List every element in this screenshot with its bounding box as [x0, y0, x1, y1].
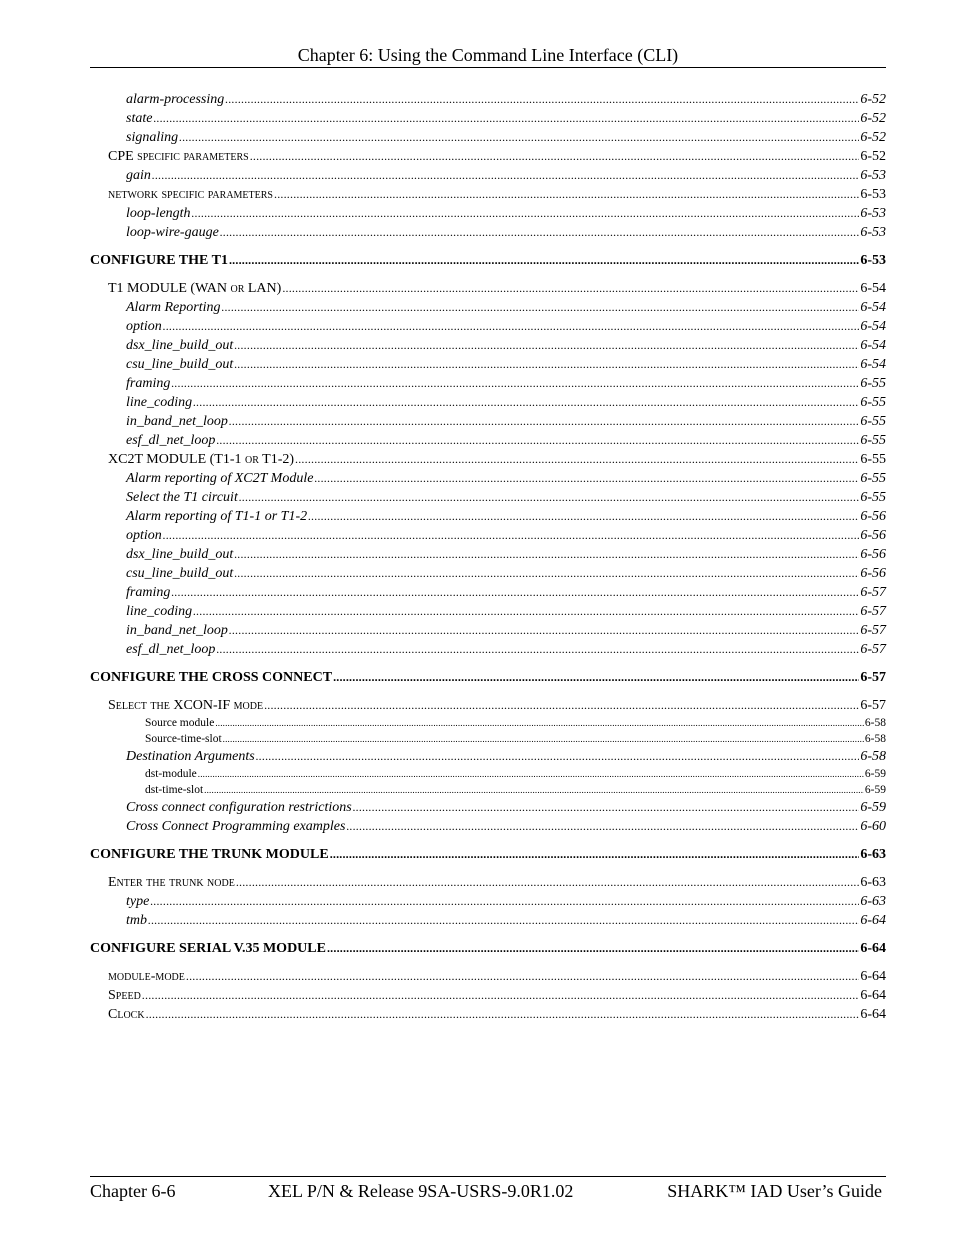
toc-entry-label: type [126, 894, 150, 909]
toc-entry[interactable] [90, 940, 886, 957]
toc-entry-label: framing [126, 376, 171, 391]
toc-entry[interactable] [90, 911, 886, 930]
toc-entry-page-number: 6-58 [864, 717, 886, 729]
toc-entry[interactable] [90, 147, 886, 166]
toc-entry-page-number: 6-57 [860, 670, 886, 685]
toc-entry-label: Speed [108, 988, 141, 1003]
toc-entry-label: line_coding [126, 395, 193, 410]
dot-leader [250, 147, 860, 166]
dot-leader [222, 298, 860, 317]
toc-entry[interactable] [90, 669, 886, 686]
dot-leader [234, 564, 859, 583]
dot-leader [346, 817, 859, 836]
toc-entry[interactable] [90, 185, 886, 204]
toc-entry-page-number: 6-58 [864, 733, 886, 745]
footer-guide-title: SHARK™ IAD User’s Guide [667, 1181, 882, 1201]
dot-leader [152, 166, 859, 185]
toc-entry[interactable] [90, 128, 886, 147]
toc-entry-page-number: 6-59 [864, 784, 886, 796]
toc-entry[interactable] [90, 252, 886, 269]
toc-entry-label: Source-time-slot [145, 733, 222, 745]
toc-entry-page-number: 6-55 [860, 471, 886, 486]
toc-entry-label: CPE specific parameters [108, 149, 249, 164]
toc-entry[interactable] [90, 166, 886, 185]
toc-entry[interactable] [90, 696, 886, 715]
toc-entry-page-number: 6-53 [860, 187, 886, 202]
toc-entry-label: CONFIGURE SERIAL V.35 MODULE [90, 941, 326, 956]
dot-leader [295, 450, 859, 469]
toc-entry-label: Alarm Reporting [126, 300, 221, 315]
toc-entry-page-number: 6-54 [860, 338, 886, 353]
dot-leader [198, 766, 864, 782]
toc-entry[interactable] [90, 967, 886, 986]
toc-entry-page-number: 6-64 [860, 988, 886, 1003]
toc-entry-label: signaling [126, 130, 179, 145]
toc-entry-page-number: 6-56 [860, 566, 886, 581]
toc-entry-page-number: 6-55 [860, 395, 886, 410]
toc-entry-page-number: 6-56 [860, 528, 886, 543]
toc-entry-label: Cross connect configuration restrictions [126, 800, 352, 815]
toc-entry-page-number: 6-52 [860, 92, 886, 107]
dot-leader [204, 782, 864, 798]
toc-entry[interactable] [90, 469, 886, 488]
dot-leader [146, 1005, 860, 1024]
toc-entry-label: Enter the trunk node [108, 875, 235, 890]
toc-entry-label: loop-length [126, 206, 191, 221]
toc-entry-page-number: 6-57 [860, 623, 886, 638]
toc-entry-page-number: 6-53 [860, 168, 886, 183]
toc-entry-page-number: 6-57 [860, 604, 886, 619]
toc-entry-label: Cross Connect Programming examples [126, 819, 346, 834]
toc-entry[interactable] [90, 412, 886, 431]
dot-leader [215, 715, 864, 731]
toc-entry-page-number: 6-64 [860, 913, 886, 928]
toc-entry-page-number: 6-54 [860, 357, 886, 372]
toc-entry-label: state [126, 111, 153, 126]
toc-entry[interactable] [90, 90, 886, 109]
toc-entry-page-number: 6-53 [860, 225, 886, 240]
toc-entry-page-number: 6-53 [860, 253, 886, 268]
footer-rule [90, 1176, 886, 1177]
toc-entry[interactable] [90, 817, 886, 836]
dot-leader [282, 279, 859, 298]
toc-entry-page-number: 6-52 [860, 111, 886, 126]
toc-entry[interactable] [90, 488, 886, 507]
toc-entry-label: Alarm reporting of T1-1 or T1-2 [126, 509, 308, 524]
toc-entry-page-number: 6-64 [860, 941, 886, 956]
toc-entry-label: gain [126, 168, 151, 183]
toc-entry-label: Select the T1 circuit [126, 490, 238, 505]
toc-entry[interactable] [90, 298, 886, 317]
toc-entry-label: Clock [108, 1007, 145, 1022]
toc-entry[interactable] [90, 621, 886, 640]
toc-entry-page-number: 6-55 [860, 452, 886, 467]
dot-leader [193, 602, 859, 621]
toc-entry-label: XC2T MODULE (T1-1 or T1-2) [108, 452, 295, 467]
toc-entry-label: T1 MODULE (WAN or LAN) [108, 281, 282, 296]
dot-leader [239, 488, 859, 507]
dot-leader [274, 185, 859, 204]
dot-leader [142, 986, 860, 1005]
toc-entry[interactable] [90, 873, 886, 892]
dot-leader [163, 526, 860, 545]
dot-leader [236, 873, 860, 892]
toc-entry-page-number: 6-54 [860, 319, 886, 334]
footer-release: XEL P/N & Release 9SA-USRS-9.0R1.02 [268, 1181, 574, 1201]
toc-entry-page-number: 6-52 [860, 130, 886, 145]
toc-entry[interactable] [90, 766, 886, 782]
page-footer [90, 1180, 886, 1202]
toc-entry-label: csu_line_build_out [126, 566, 234, 581]
toc-entry-label: esf_dl_net_loop [126, 433, 216, 448]
toc-entry-label: module-mode [108, 969, 185, 984]
toc-entry-label: csu_line_build_out [126, 357, 234, 372]
toc-entry-page-number: 6-60 [860, 819, 886, 834]
toc-entry-label: CONFIGURE THE CROSS CONNECT [90, 670, 333, 685]
dot-leader [192, 204, 860, 223]
toc-entry[interactable] [90, 747, 886, 766]
toc-entry-page-number: 6-52 [860, 149, 886, 164]
footer-chapter-page: Chapter 6-6 [90, 1181, 176, 1201]
toc-entry-page-number: 6-55 [860, 490, 886, 505]
toc-entry-label: loop-wire-gauge [126, 225, 219, 240]
toc-entry-label: CONFIGURE THE TRUNK MODULE [90, 847, 329, 862]
toc-entry-page-number: 6-64 [860, 1007, 886, 1022]
dot-leader [256, 747, 860, 766]
toc-entry[interactable] [90, 336, 886, 355]
toc-entry[interactable] [90, 355, 886, 374]
toc-entry[interactable] [90, 317, 886, 336]
dot-leader [223, 731, 864, 747]
toc-entry-page-number: 6-53 [860, 206, 886, 221]
toc-entry[interactable] [90, 846, 886, 863]
toc-entry-page-number: 6-57 [860, 698, 886, 713]
toc-entry-label: dsx_line_build_out [126, 547, 234, 562]
toc-entry-page-number: 6-54 [860, 281, 886, 296]
toc-entry-label: Destination Arguments [126, 749, 255, 764]
dot-leader [229, 621, 859, 640]
header-rule [90, 67, 886, 68]
toc-entry[interactable] [90, 731, 886, 747]
toc-entry[interactable] [90, 526, 886, 545]
dot-leader [163, 317, 860, 336]
toc-entry[interactable] [90, 715, 886, 731]
dot-leader [234, 355, 859, 374]
toc-entry-label: in_band_net_loop [126, 623, 228, 638]
dot-leader [234, 336, 859, 355]
dot-leader [314, 469, 859, 488]
toc-entry[interactable] [90, 374, 886, 393]
dot-leader [193, 393, 859, 412]
dot-leader [216, 640, 859, 659]
toc-entry-label: dst-module [145, 768, 197, 780]
toc-entry-label: dst-time-slot [145, 784, 204, 796]
toc-entry-label: Alarm reporting of XC2T Module [126, 471, 314, 486]
toc-entry[interactable] [90, 892, 886, 911]
toc-entry[interactable] [90, 223, 886, 242]
toc-entry[interactable] [90, 602, 886, 621]
toc-entry-page-number: 6-55 [860, 414, 886, 429]
table-of-contents [90, 90, 886, 1024]
dot-leader [148, 911, 859, 930]
dot-leader [330, 846, 860, 863]
toc-entry-page-number: 6-63 [860, 875, 886, 890]
toc-entry-label: option [126, 319, 162, 334]
toc-entry[interactable] [90, 393, 886, 412]
dot-leader [179, 128, 859, 147]
toc-entry[interactable] [90, 583, 886, 602]
dot-leader [171, 374, 859, 393]
page-header: Chapter 6: Using the Command Line Interface (CLI) [297, 45, 679, 65]
toc-entry[interactable] [90, 798, 886, 817]
toc-entry-page-number: 6-57 [860, 642, 886, 657]
toc-entry-label: tmb [126, 913, 147, 928]
toc-entry[interactable] [90, 1005, 886, 1024]
toc-entry-page-number: 6-55 [860, 376, 886, 391]
dot-leader [264, 696, 859, 715]
toc-entry[interactable] [90, 986, 886, 1005]
toc-entry-label: dsx_line_build_out [126, 338, 234, 353]
toc-entry-label: alarm-processing [126, 92, 225, 107]
dot-leader [225, 90, 859, 109]
dot-leader [308, 507, 859, 526]
toc-entry-page-number: 6-57 [860, 585, 886, 600]
toc-entry[interactable] [90, 507, 886, 526]
dot-leader [150, 892, 859, 911]
toc-entry-page-number: 6-63 [860, 847, 886, 862]
toc-entry-page-number: 6-63 [860, 894, 886, 909]
toc-entry-label: option [126, 528, 162, 543]
toc-entry[interactable] [90, 431, 886, 450]
toc-entry[interactable] [90, 782, 886, 798]
dot-leader [229, 412, 859, 431]
toc-entry-label: CONFIGURE THE T1 [90, 253, 228, 268]
toc-entry-page-number: 6-54 [860, 300, 886, 315]
dot-leader [220, 223, 860, 242]
toc-entry[interactable] [90, 545, 886, 564]
toc-entry-page-number: 6-55 [860, 433, 886, 448]
toc-entry-page-number: 6-58 [860, 749, 886, 764]
dot-leader [234, 545, 859, 564]
dot-leader [333, 669, 859, 686]
dot-leader [229, 252, 859, 269]
toc-entry-label: Select the XCON-IF mode [108, 698, 264, 713]
toc-entry-page-number: 6-56 [860, 547, 886, 562]
toc-entry-label: Source module [145, 717, 215, 729]
toc-entry-label: network specific parameters [108, 187, 273, 202]
dot-leader [171, 583, 859, 602]
toc-entry-page-number: 6-59 [864, 768, 886, 780]
toc-entry-page-number: 6-56 [860, 509, 886, 524]
dot-leader [216, 431, 859, 450]
toc-entry[interactable] [90, 640, 886, 659]
toc-entry-page-number: 6-64 [860, 969, 886, 984]
toc-entry-label: in_band_net_loop [126, 414, 228, 429]
toc-entry[interactable] [90, 279, 886, 298]
dot-leader [153, 109, 859, 128]
dot-leader [327, 940, 859, 957]
dot-leader [353, 798, 860, 817]
toc-entry-label: esf_dl_net_loop [126, 642, 216, 657]
toc-entry-label: line_coding [126, 604, 193, 619]
toc-entry[interactable] [90, 109, 886, 128]
toc-entry-page-number: 6-59 [860, 800, 886, 815]
toc-entry-label: framing [126, 585, 171, 600]
toc-entry[interactable] [90, 450, 886, 469]
toc-entry[interactable] [90, 564, 886, 583]
toc-entry[interactable] [90, 204, 886, 223]
dot-leader [186, 967, 859, 986]
